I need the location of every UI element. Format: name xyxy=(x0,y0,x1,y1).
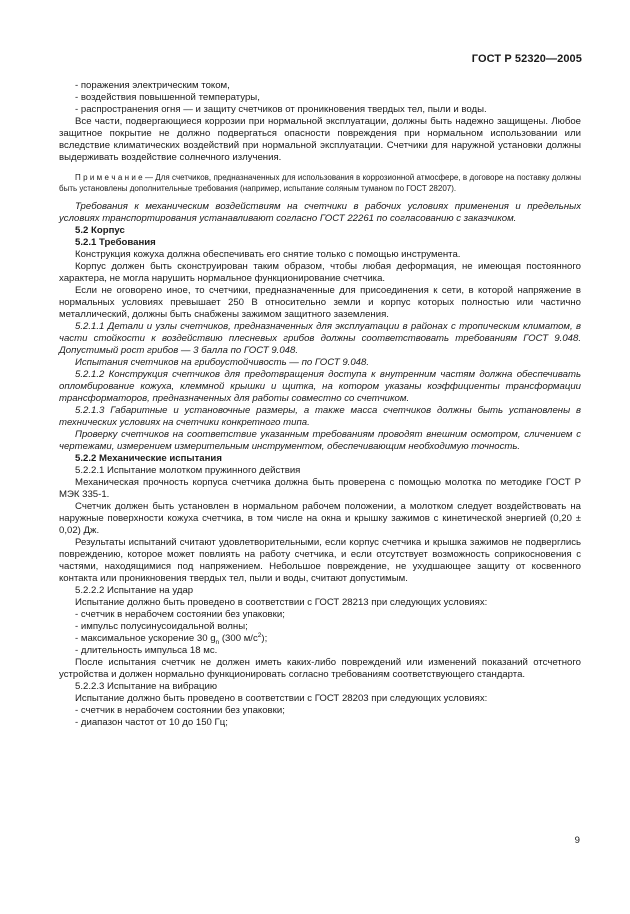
list-item-acceleration xyxy=(59,633,581,645)
list-item: - счетчик в нерабочем состоянии без упаковки; xyxy=(75,705,285,716)
list-item: - диапазон частот от 10 до 150 Гц; xyxy=(75,717,228,728)
paragraph: Проверку счетчиков на соответствие указанным требованиям проводят внешним осмотром, сличением с чертежами, измерением измерительным инструментом, обеспечивающим необходимую точность. xyxy=(59,429,581,452)
paragraph: Корпус должен быть сконструирован таким образом, чтобы любая деформация, не имеющая постоянного характера, не могла нарушить нормальное функционирование счетчика. xyxy=(59,261,581,284)
section-heading: 5.2 Корпус xyxy=(75,225,125,236)
paragraph: Если не оговорено иное, то счетчики, предназначенные для присоединения к сети, в которой напряжение в нормальных условиях превышает 250 В относительно земли и корпус которых полностью или частично металлический, должны быть снабжены зажимом защитного заземления. xyxy=(59,285,581,320)
section-heading: 5.2.1 Требования xyxy=(75,237,156,248)
list-item: - поражения электрическим током, xyxy=(75,80,230,91)
paragraph: Требования к механическим воздействиям на счетчики в рабочих условиях применения и предельных условиях транспортирования устанавливают согласно ГОСТ 22261 по согласованию с заказчиком. xyxy=(59,201,581,224)
paragraph: Испытание должно быть проведено в соответствии с ГОСТ 28203 при следующих условиях: xyxy=(75,693,488,704)
paragraph: 5.2.2.2 Испытание на удар xyxy=(75,585,194,596)
list-item: - распространения огня — и защиту счетчиков от проникновения твердых тел, пыли и воды. xyxy=(75,104,487,115)
paragraph: 5.2.1.2 Конструкция счетчиков для предотвращения доступа к внутренним частям должна обеспечивать опломбирование кожуха, клеммной крышки и щитка, на котором указаны коэффициенты трансформации трансформаторов, предназначенных для работы совместно со счетчиком. xyxy=(59,369,581,404)
paragraph: 5.2.1.1 Детали и узлы счетчиков, предназначенных для эксплуатации в районах с тропическим климатом, в части стойкости к воздействию плесневых грибов должны соответствовать требованиям ГОСТ 9.048. Допустимый рост грибов — 3 балла по ГОСТ 9.048. xyxy=(59,321,581,356)
list-item: - импульс полусинусоидальной волны; xyxy=(75,621,248,632)
accel-prefix: - максимальное ускорение 30 g xyxy=(75,633,216,644)
note-paragraph: П р и м е ч а н и е — Для счетчиков, предназначенных для использования в коррозионной атмосфере, в договоре на поставку должны быть установлены дополнительные требования (например, испытание соляным туманом по ГОСТ 28207). xyxy=(59,173,581,193)
paragraph: Результаты испытаний считают удовлетворительными, если корпус счетчика и крышка зажимов не подверглись повреждению, которое может повлиять на работу счетчика, и если отсутствует возможность соприкосновения с частями, находящимися под напряжением. Небольшое повреждение, не ухудшающее защиту от косвенного контакта или проникновения твердых тел, пыли и воды, считают допустимым. xyxy=(59,537,581,584)
paragraph: Испытания счетчиков на грибоустойчивость — по ГОСТ 9.048. xyxy=(75,357,370,368)
list-item: - счетчик в нерабочем состоянии без упаковки; xyxy=(75,609,285,620)
accel-unit: (300 м/с xyxy=(219,633,258,644)
paragraph: 5.2.1.3 Габаритные и установочные размеры, а также масса счетчиков должны быть установлены в технических условиях на счетчики конкретного типа. xyxy=(59,405,581,428)
paragraph: Испытание должно быть проведено в соответствии с ГОСТ 28213 при следующих условиях: xyxy=(75,597,488,608)
accel-subscript: n xyxy=(215,638,220,646)
document-header: ГОСТ Р 52320—2005 xyxy=(471,53,582,65)
accel-suffix: ); xyxy=(261,633,268,644)
list-item: - длительность импульса 18 мс. xyxy=(75,645,218,656)
paragraph: Все части, подвергающиеся коррозии при нормальной эксплуатации, должны быть надежно защищены. Любое защитное покрытие не должно подвергаться опасности повреждения при нормальном использовании или вследствие климатических воздействий при нормальной эксплуатации. Счетчики для наружной установки должны выдерживать воздействие солнечного излучения. xyxy=(59,116,581,163)
accel-superscript: 2 xyxy=(257,631,262,639)
document-body xyxy=(59,80,581,729)
section-heading: 5.2.2 Механические испытания xyxy=(75,453,222,464)
paragraph: Механическая прочность корпуса счетчика должна быть проверена с помощью молотка по методике ГОСТ Р МЭК 335-1. xyxy=(59,477,581,500)
paragraph: Конструкция кожуха должна обеспечивать его снятие только с помощью инструмента. xyxy=(75,249,461,260)
paragraph: После испытания счетчик не должен иметь каких-либо повреждений или изменений показаний отсчетного устройства и должен нормально функционировать согласно требованиям соответствующего стандарта. xyxy=(59,657,581,680)
paragraph: 5.2.2.1 Испытание молотком пружинного действия xyxy=(75,465,301,476)
list-item: - воздействия повышенной температуры, xyxy=(75,92,260,103)
page-number: 9 xyxy=(574,835,580,846)
paragraph: 5.2.2.3 Испытание на вибрацию xyxy=(75,681,218,692)
paragraph: Счетчик должен быть установлен в нормальном рабочем положении, а молотком следует воздействовать на наружные поверхности кожуха счетчика, в том числе на окна и крышку зажимов с кинетической энергией (0,20 ± 0,02) Дж. xyxy=(59,501,581,536)
